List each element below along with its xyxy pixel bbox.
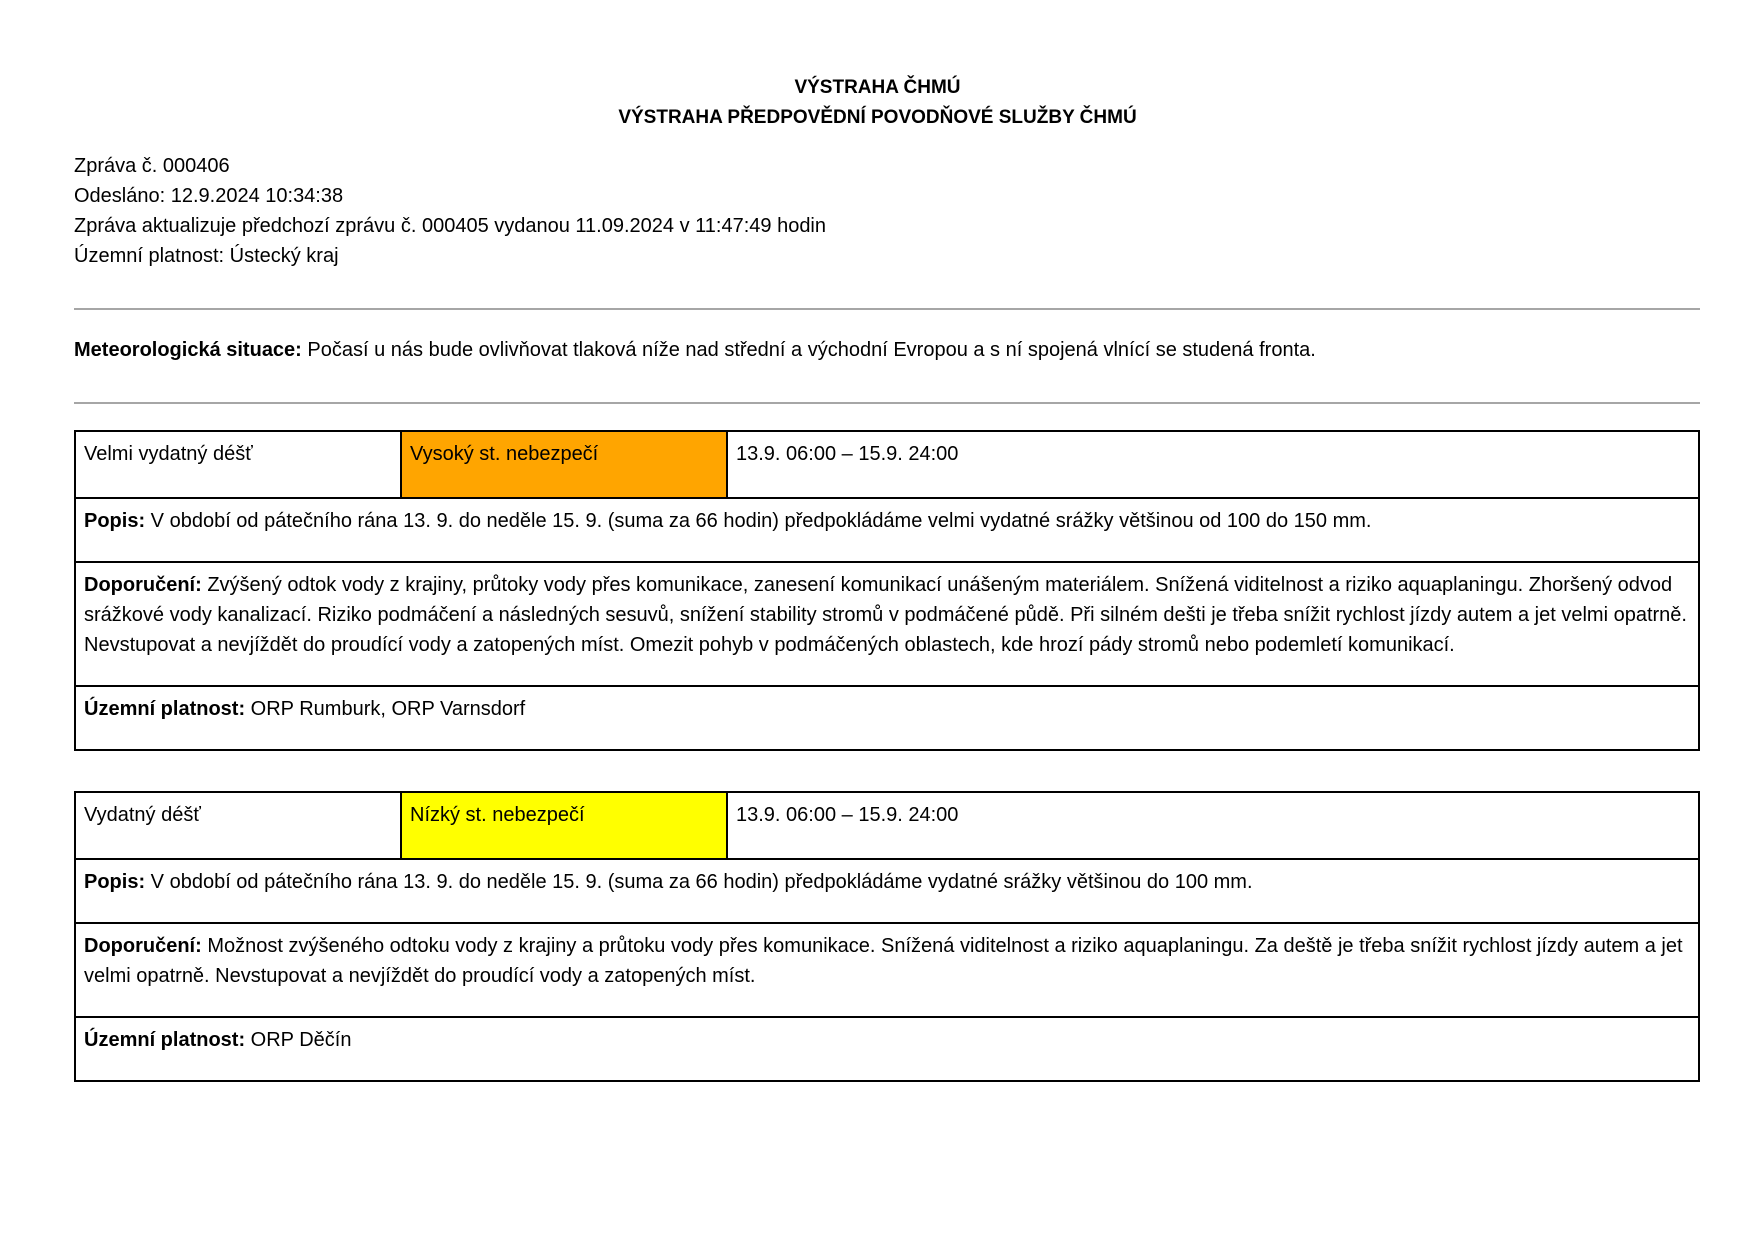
recommendation-cell [75, 923, 1699, 1017]
description-text: V období od pátečního rána 13. 9. do neděle 15. 9. (suma za 66 hodin) předpokládáme velmi vydatné srážky většinou od 100 do 150 mm. [145, 510, 1372, 532]
warning-table [74, 430, 1700, 751]
description-row [75, 498, 1699, 562]
territory-text: ORP Rumburk, ORP Varnsdorf [245, 698, 526, 720]
recommendation-label: Doporučení: [84, 935, 202, 957]
territory-label: Územní platnost: [84, 698, 246, 720]
recommendation-label: Doporučení: [84, 574, 202, 596]
description-text: V období od pátečního rána 13. 9. do neděle 15. 9. (suma za 66 hodin) předpokládáme vydatné srážky většinou do 100 mm. [145, 871, 1253, 893]
warning-header-row [75, 792, 1699, 859]
message-number: Zpráva č. 000406 [74, 155, 230, 177]
warning-header-row [75, 431, 1699, 498]
description-cell [75, 859, 1699, 923]
description-cell [75, 498, 1699, 562]
territory-row [75, 686, 1699, 750]
recommendation-text: Možnost zvýšeného odtoku vody z krajiny a průtoku vody přes komunikace. Snížená viditelnost a riziko aquaplaningu. Za deště je třeba snížit rychlost jízdy autem a jet velmi opatrně. Nevstupovat a nevjíždět do proudící vody a zatopených míst. [84, 935, 1683, 987]
document-subtitle: VÝSTRAHA PŘEDPOVĚDNÍ POVODŇOVÉ SLUŽBY ČHMÚ [618, 107, 1137, 128]
divider [74, 308, 1700, 310]
meteorological-situation [74, 335, 1316, 365]
territory-text: ORP Děčín [245, 1029, 352, 1051]
validity-period-cell: 13.9. 06:00 – 15.9. 24:00 [727, 792, 1699, 859]
description-label: Popis: [84, 510, 146, 532]
update-note: Zpráva aktualizuje předchozí zprávu č. 000405 vydanou 11.09.2024 v 11:47:49 hodin [74, 215, 827, 237]
validity-period-cell: 13.9. 06:00 – 15.9. 24:00 [727, 431, 1699, 498]
territory-row [75, 1017, 1699, 1081]
territory-label: Územní platnost: [84, 1029, 246, 1051]
situation-label: Meteorologická situace: [74, 339, 302, 361]
territory-cell [75, 686, 1699, 750]
description-row [75, 859, 1699, 923]
recommendation-text: Zvýšený odtok vody z krajiny, průtoky vody přes komunikace, zanesení komunikací unášeným materiálem. Snížená viditelnost a riziko aquaplaningu. Zhoršený odvod srážkové vody kanalizací. Riziko podmáčení a následných sesuvů, snížení stability stromů v podmáčené půdě. Při silném dešti je třeba snížit rychlost jízdy autem a jet velmi opatrně. Nevstupovat a nevjíždět do proudící vody a zatopených míst. Omezit pohyb v podmáčených oblastech, kde hrozí pády stromů nebo podemletí komunikací. [84, 574, 1687, 656]
divider [74, 402, 1700, 404]
territory-cell [75, 1017, 1699, 1081]
description-label: Popis: [84, 871, 146, 893]
sent-timestamp: Odesláno: 12.9.2024 10:34:38 [74, 185, 344, 207]
recommendation-row [75, 923, 1699, 1017]
phenomenon-cell: Velmi vydatný déšť [75, 431, 401, 498]
message-meta [74, 151, 826, 271]
document-title: VÝSTRAHA ČHMÚ [794, 77, 961, 98]
danger-level-cell: Vysoký st. nebezpečí [401, 431, 727, 498]
phenomenon-cell: Vydatný déšť [75, 792, 401, 859]
situation-text: Počasí u nás bude ovlivňovat tlaková níže nad střední a východní Evropou a s ní spojená vlnící se studená fronta. [301, 339, 1316, 361]
recommendation-row [75, 562, 1699, 686]
danger-level-cell: Nízký st. nebezpečí [401, 792, 727, 859]
warning-table [74, 791, 1700, 1082]
territory-validity: Územní platnost: Ústecký kraj [74, 245, 339, 267]
recommendation-cell [75, 562, 1699, 686]
